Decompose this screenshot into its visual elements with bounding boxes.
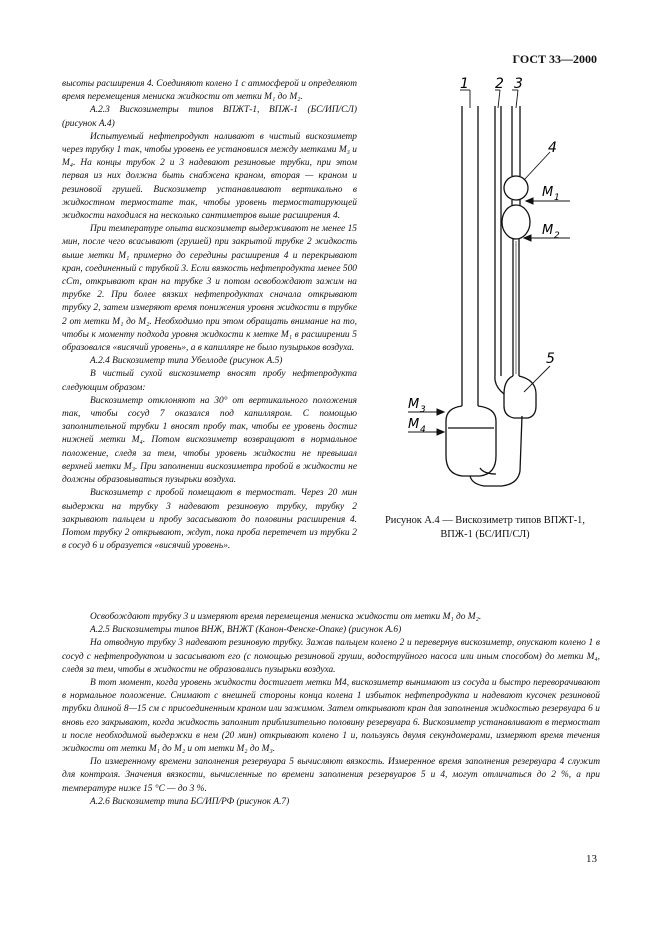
full-width-text — [62, 611, 600, 809]
page-number: 13 — [586, 853, 597, 865]
label-mark-m4-sub: 4 — [420, 425, 426, 435]
paragraph: В тот момент, когда уровень жидкости достигает метки M4, вискозиметр вынимают из сосуда и быстро переворачивают в нормальное положение. Снимают с внешней стороны конца колена 1 избыток нефтепродукта и надевают кусочек резиновой трубки длиной 8—15 см с присоединенным краном или зажимом. Затем открывают кран для заполнения жидкостью резервуара 6 и вновь его закрывают, когда жидкость заполнит приблизительно половину резервуара 6. Вискозиметр устанавливают в термостат и после необходимой выдержки в нем (20 мин) открывают колено 1 и, пользуясь двумя секундомерами, измеряют время течения жидкости от метки M₁ до M₂ и от метки M₂ до M₃. — [62, 678, 600, 755]
label-tube-2: 2 — [495, 76, 504, 92]
section-heading: A.2.5 Вискозиметры типов ВНЖ, ВНЖТ (Канон-Фенске-Опаке) (рисунок А.6) — [90, 625, 402, 636]
figure-caption — [370, 514, 600, 542]
label-mark-m2: M — [542, 223, 554, 238]
caption-line-1: Рисунок А.4 — Вискозиметр типов ВПЖТ-1, — [385, 515, 585, 526]
label-mark-m2-sub: 2 — [554, 231, 560, 241]
section-heading: A.2.6 Вискозиметр типа БС/ИП/РФ (рисунок А.7) — [90, 796, 290, 807]
label-mark-m3-sub: 3 — [420, 405, 426, 415]
section-heading: A.2.4 Вискозиметр типа Убеллоде (рисунок А.5) — [90, 356, 283, 367]
standard-header: ГОСТ 33—2000 — [512, 52, 597, 66]
paragraph: По измеренному времени заполнения резервуара 5 вычисляют вязкость. Измеренное время заполнения резервуара 4 служит для контроля. Значения вязкости, вычисленные по времени заполнения резервуаров 5 и 4, могут отличаться до 2 %, а при температуре ниже 15 °С — до 3 %. — [62, 757, 600, 794]
label-mark-m3: M — [408, 397, 420, 412]
label-tube-3: 3 — [514, 76, 523, 92]
label-bulb-4: 4 — [548, 140, 557, 156]
section-heading: A.2.3 Вискозиметры типов ВПЖТ-1, ВПЖ-1 (БС/ИП/СЛ) (рисунок А.4) — [62, 105, 357, 129]
viscometer-figure — [400, 76, 620, 506]
label-mark-m1-sub: 1 — [554, 193, 560, 203]
paragraph: Испытуемый нефтепродукт наливают в чистый вискозиметр через трубку 1 так, чтобы уровень ее установился между метками M₃ и M₄. На концы трубок 2 и 3 надевают резиновые трубки, при этом первая из них должна быть снабжена краном, вторая — краном и резиновой грушей. Вискозиметр устанавливают вертикально в жидкостном термостате так, чтобы уровень термостатирующей жидкости находился на несколько сантиметров выше расширения 4. — [62, 131, 357, 222]
paragraph: Вискозиметр с пробой помещают в термостат. Через 20 мин выдержки на трубку 3 надевают резиновую трубку, трубку 2 закрывают пальцем и пробу засасывают до половины расширения 4. Потом трубку 2 открывают, ждут, пока проба перетечет из трубки 2 в сосуд 6 и образуется «висячий уровень». — [62, 488, 357, 552]
label-mark-m4: M — [408, 417, 420, 432]
paragraph: Освобождают трубку 3 и измеряют время перемещения мениска жидкости от метки M₁ до M₂. — [90, 612, 482, 622]
paragraph: При температуре опыта вискозиметр выдерживают не менее 15 мин, после чего всасывают (грушей) при закрытой трубке 2 жидкость выше метки M₁ примерно до середины расширения 4 и перекрывают кран, соединенный с трубкой 3. Если вязкость нефтепродукта менее 500 сСт, открывают кран на трубке 3 и потом освобождают зажим на трубке 2. При более вязких нефтепродуктах сначала открывают трубку 2, затем измеряют время понижения уровня жидкости в трубке 2 от метки M₁ до M₂. Необходимо при этом обращать внимание на то, чтобы к моменту подхода уровня жидкости к метке M₁ в расширении 5 образовался «висячий уровень», а в капилляре не было пузырьков воздуха. — [62, 224, 357, 354]
paragraph: Вискозиметр отклоняют на 30° от вертикального положения так, чтобы сосуд 7 оказался под капилляром. С помощью заполнительной трубки 1 вносят пробу так, чтобы ее уровень достиг нижней метки M₄. Потом вискозиметр возвращают в нормальное положение, следя за тем, чтобы уровень жидкости не превышал верхней метки M₃. При заполнении вискозиметра пробой в жидкости не должны образовываться пузырьки воздуха. — [62, 395, 357, 486]
label-tube-1: 1 — [460, 76, 469, 92]
label-mark-m1: M — [542, 185, 554, 200]
caption-line-2: ВПЖ-1 (БС/ИП/СЛ) — [440, 529, 530, 540]
left-text-column — [62, 78, 357, 553]
label-expansion-5: 5 — [546, 351, 555, 367]
paragraph: высоты расширения 4. Соединяют колено 1 с атмосферой и определяют время перемещения мениска жидкости от метки M₁ до M₂. — [62, 79, 357, 103]
paragraph: На отводную трубку 3 надевают резиновую трубку. Зажав пальцем колено 2 и перевернув вискозиметр, опускают колено 1 в сосуд с нефтепродуктом и засасывают его (с помощью резиновой груши, водоструйного насоса или иным способом) до метки M₄, следя за тем, чтобы в жидкости не образовались пузырьки воздуха. — [62, 638, 600, 675]
paragraph: В чистый сухой вискозиметр вносят пробу нефтепродукта следующим образом: — [62, 369, 357, 393]
